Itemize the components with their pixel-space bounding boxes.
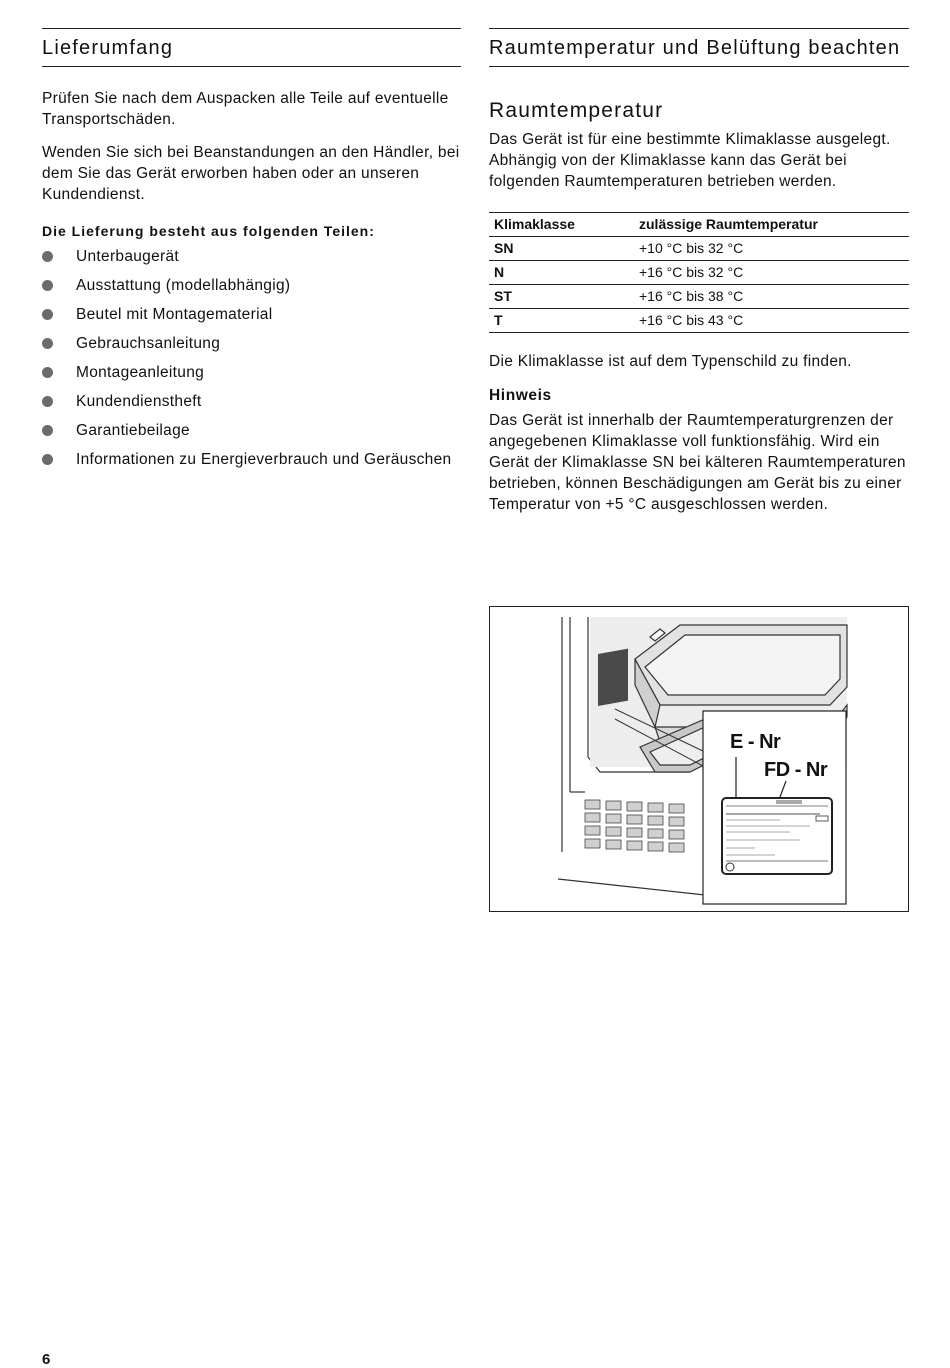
cell-temperature: +16 °C bis 38 °C [634, 285, 909, 309]
bullet-icon [42, 367, 53, 378]
list-item: Gebrauchsanleitung [42, 333, 461, 354]
subtitle-raumtemperatur: Raumtemperatur [489, 99, 664, 122]
hint-text: Das Gerät ist innerhalb der Raumtemperaturgrenzen der angegebenen Klimaklasse voll funktionsfähig. Wird ein Gerät der Klimaklasse SN bei kälteren Raumtemperaturen betrieben, können Beschädigungen am Gerät bis zu einer Temperatur von +5 °C ausgeschlossen werden. [489, 412, 906, 513]
paragraph-rating-plate: Die Klimaklasse ist auf dem Typenschild zu finden. [489, 353, 852, 370]
type-plate [722, 798, 832, 874]
label-fd-nr: FD - Nr [764, 759, 828, 781]
paragraph-climate-class-intro: Das Gerät ist für eine bestimmte Klimaklasse ausgelegt. Abhängig von der Klimaklasse kann das Gerät bei folgenden Raumtemperaturen betrieben werden. [489, 131, 891, 190]
list-item: Unterbaugerät [42, 246, 461, 267]
section-title-raumtemperatur-belueftung: Raumtemperatur und Belüftung beachten [489, 28, 909, 67]
appliance-drawing [490, 607, 908, 911]
column-header-raumtemperatur: zulässige Raumtemperatur [634, 213, 909, 237]
list-item: Kundendienstheft [42, 391, 461, 412]
cell-class: N [489, 261, 634, 285]
cell-temperature: +16 °C bis 32 °C [634, 261, 909, 285]
cell-temperature: +16 °C bis 43 °C [634, 309, 909, 333]
bullet-icon [42, 309, 53, 320]
climate-class-table [489, 212, 909, 333]
parts-list-heading: Die Lieferung besteht aus folgenden Teilen: [42, 223, 375, 239]
ventilation-grille [585, 800, 684, 852]
table-row [489, 285, 909, 309]
label-e-nr: E - Nr [730, 731, 781, 753]
list-item: Montageanleitung [42, 362, 461, 383]
rating-plate-marker [598, 649, 628, 706]
table-row [489, 309, 909, 333]
hint-heading: Hinweis [489, 387, 552, 404]
delivery-scope-section [42, 28, 461, 478]
cell-class: ST [489, 285, 634, 309]
paragraph-complaints: Wenden Sie sich bei Beanstandungen an den Händler, bei dem Sie das Gerät erworben haben oder an unseren Kundendienst. [42, 144, 460, 203]
room-temperature-section [489, 28, 909, 515]
page-number: 6 [42, 1351, 51, 1368]
paragraph-check-parts: Prüfen Sie nach dem Auspacken alle Teile auf eventuelle Transportschäden. [42, 90, 449, 128]
section-title-lieferumfang: Lieferumfang [42, 28, 461, 67]
cell-temperature: +10 °C bis 32 °C [634, 237, 909, 261]
table-header-row [489, 213, 909, 237]
bullet-icon [42, 425, 53, 436]
list-item: Ausstattung (modellabhängig) [42, 275, 461, 296]
bullet-icon [42, 454, 53, 465]
list-item: Beutel mit Montagematerial [42, 304, 461, 325]
rating-plate-illustration [489, 606, 909, 912]
column-header-klimaklasse: Klimaklasse [489, 213, 634, 237]
bullet-icon [42, 251, 53, 262]
cell-class: T [489, 309, 634, 333]
parts-list [42, 246, 461, 470]
bullet-icon [42, 396, 53, 407]
bullet-icon [42, 338, 53, 349]
table-row [489, 237, 909, 261]
list-item: Garantiebeilage [42, 420, 461, 441]
cell-class: SN [489, 237, 634, 261]
table-row [489, 261, 909, 285]
bullet-icon [42, 280, 53, 291]
list-item: Informationen zu Energieverbrauch und Geräuschen [42, 449, 461, 470]
